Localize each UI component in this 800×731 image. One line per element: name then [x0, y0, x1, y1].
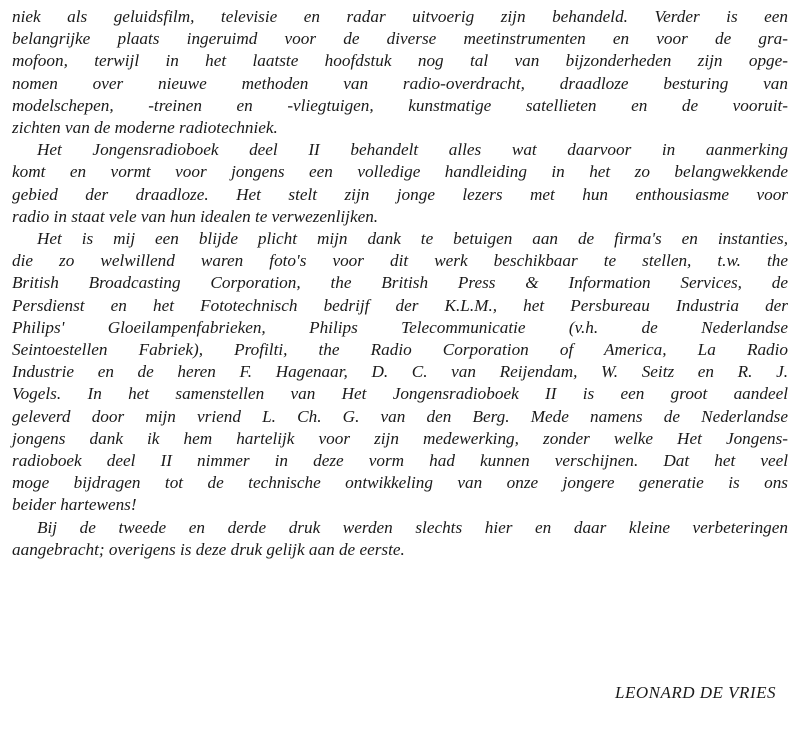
- text-line: gebied der draadloze. Het stelt zijn jonge lezers met hun enthousiasme voor: [12, 184, 788, 204]
- text-line: modelschepen, -treinen en -vliegtuigen, kunstmatige satellieten en de vooruit-: [12, 95, 788, 115]
- document-page: [12, 6, 788, 561]
- paragraph-2: [12, 139, 788, 228]
- text-line: beider hartewens!: [12, 495, 137, 515]
- text-line: Het Jongensradioboek deel II behandelt alles wat daarvoor in aanmerking: [37, 140, 788, 160]
- paragraph-1: [12, 6, 788, 139]
- text-line: niek als geluidsfilm, televisie en radar uitvoerig zijn behandeld. Verder is een: [12, 7, 788, 26]
- text-line: Vogels. In het samenstellen van Het Jongensradioboek II is een groot aandeel: [12, 384, 788, 404]
- text-line: nomen over nieuwe methoden van radio-overdracht, draadloze besturing van: [12, 73, 788, 93]
- text-line: komt en vormt voor jongens een volledige handleiding in het zo belangwekkende: [12, 162, 788, 182]
- text-line: radio in staat vele van hun idealen te verwezenlijken.: [12, 206, 379, 226]
- text-line: zichten van de moderne radiotechniek.: [12, 118, 278, 138]
- text-line: Seintoestellen Fabriek), Profilti, the Radio Corporation of America, La Radio: [12, 340, 788, 360]
- paragraph-4: [12, 517, 788, 561]
- text-line: jongens dank ik hem hartelijk voor zijn medewerking, zonder welke Het Jongens-: [12, 428, 788, 448]
- paragraph-3: [12, 228, 788, 517]
- text-line: moge bijdragen tot de technische ontwikkeling van onze jongere generatie is ons: [12, 473, 788, 493]
- text-line: British Broadcasting Corporation, the British Press & Information Services, de: [12, 273, 788, 293]
- text-line: die zo welwillend waren foto's voor dit werk beschikbaar te stellen, t.w. the: [12, 251, 788, 271]
- author-signature: LEONARD DE VRIES: [615, 683, 776, 702]
- text-line: Bij de tweede en derde druk werden slechts hier en daar kleine verbeteringen: [37, 517, 788, 537]
- text-line: geleverd door mijn vriend L. Ch. G. van den Berg. Mede namens de Nederlandse: [12, 406, 788, 426]
- text-line: Philips' Gloeilampenfabrieken, Philips Telecommunicatie (v.h. de Nederlandse: [12, 317, 788, 337]
- text-line: belangrijke plaats ingeruimd voor de diverse meetinstrumenten en voor de gra-: [12, 29, 788, 49]
- text-line: Het is mij een blijde plicht mijn dank te betuigen aan de firma's en instanties,: [37, 229, 788, 249]
- text-line: mofoon, terwijl in het laatste hoofdstuk nog tal van bijzonderheden zijn opge-: [12, 51, 788, 71]
- text-line: aangebracht; overigens is deze druk gelijk aan de eerste.: [12, 539, 405, 559]
- text-line: radioboek deel II nimmer in deze vorm had kunnen verschijnen. Dat het veel: [12, 451, 788, 471]
- text-line: Industrie en de heren F. Hagenaar, D. C. van Reijendam, W. Seitz en R. J.: [12, 362, 788, 382]
- text-line: Persdienst en het Fototechnisch bedrijf der K.L.M., het Persbureau Industria der: [12, 295, 788, 315]
